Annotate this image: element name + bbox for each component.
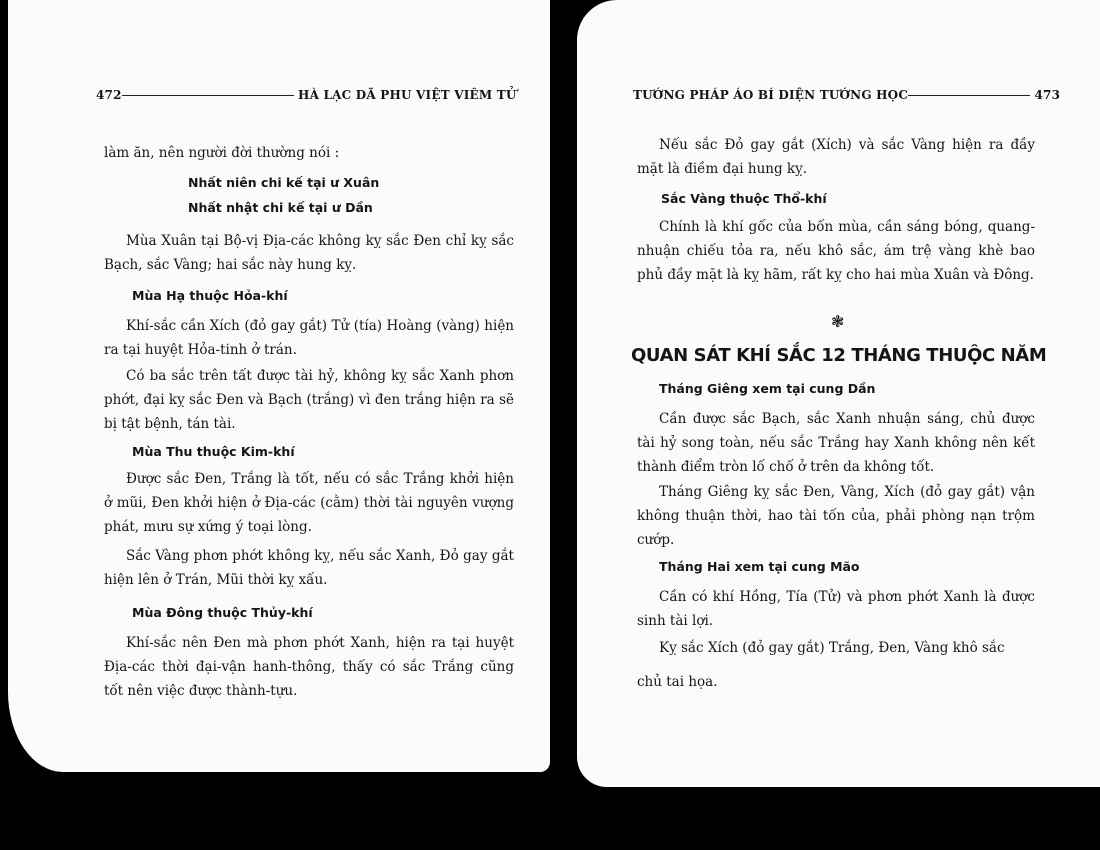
paragraph-summer-1: Khí-sắc cần Xích (đỏ gay gắt) Tử (tía) Hoàng (vàng) hiện ra tại huyệt Hỏa-tinh ở trán.: [104, 318, 514, 358]
paragraph-summer-2: Có ba sắc trên tất được tài hỷ, không kỵ sắc Xanh phơn phớt, đại kỵ sắc Đen và Bạch (trắng) vì đen trắng hiện ra sẽ bị tật bệnh, tán tài.: [104, 368, 514, 432]
left-page: [8, 0, 550, 772]
proverb-line-2: Nhất nhật chi kế tại ư Dần: [188, 200, 373, 215]
paragraph-january-2: Tháng Giêng kỵ sắc Đen, Vàng, Xích (đỏ gay gắt) vận không thuận thời, hao tài tốn của, phải phòng nạn trộm cướp.: [637, 484, 1035, 548]
heading-summer: Mùa Hạ thuộc Hỏa-khí: [132, 288, 288, 303]
section-title: QUAN SÁT KHÍ SẮC 12 THÁNG THUỘC NĂM: [631, 345, 1047, 366]
paragraph-winter: Khí-sắc nên Đen mà phơn phớt Xanh, hiện ra tại huyệt Địa-các thời đại-vận hanh-thông, thấy có sắc Trắng cũng tốt nên việc được thành-tựu.: [104, 635, 514, 699]
heading-february: Tháng Hai xem tại cung Mão: [659, 559, 860, 574]
heading-january: Tháng Giêng xem tại cung Dần: [659, 381, 876, 396]
header-rule: [122, 95, 294, 96]
header-rule: [908, 95, 1030, 96]
paragraph-spring: Mùa Xuân tại Bộ-vị Địa-các không kỵ sắc Đen chỉ kỵ sắc Bạch, sắc Vàng; hai sắc này hung kỵ.: [104, 233, 514, 273]
heading-winter: Mùa Đông thuộc Thủy-khí: [132, 605, 313, 620]
paragraph-february-3: chủ tai họa.: [637, 674, 718, 690]
left-running-title: HÀ LẠC DÃ PHU VIỆT VIÊM TỬ: [298, 88, 517, 102]
left-page-number: 472: [96, 88, 122, 102]
heading-yellow: Sắc Vàng thuộc Thổ-khí: [661, 191, 827, 206]
heading-autumn: Mùa Thu thuộc Kim-khí: [132, 444, 295, 459]
paragraph-february-1: Cần có khí Hồng, Tía (Tử) và phơn phớt Xanh là được sinh tài lợi.: [637, 589, 1035, 629]
flower-ornament-icon: ❃: [831, 312, 845, 331]
proverb-line-1: Nhất niên chi kế tại ư Xuân: [188, 175, 380, 190]
paragraph-autumn-1: Được sắc Đen, Trắng là tốt, nếu có sắc Trắng khởi hiện ở mũi, Đen khởi hiện ở Địa-các (cằm) thời tài nguyên vượng phát, mưu sự xứng ý toại lòng.: [104, 471, 514, 535]
paragraph-january-1: Cần được sắc Bạch, sắc Xanh nhuận sáng, chủ được tài hỷ song toàn, nếu sắc Trắng hay Xanh không nên kết thành điểm tròn lố chố ở trên da không tốt.: [637, 411, 1035, 475]
right-page: [577, 0, 1100, 787]
right-page-number: 473: [1034, 88, 1061, 102]
right-running-title: TƯỚNG PHÁP ÁO BÍ DIỆN TƯỚNG HỌC: [633, 88, 909, 102]
left-running-head: [96, 88, 517, 102]
paragraph-red: Nếu sắc Đỏ gay gắt (Xích) và sắc Vàng hiện ra đầy mặt là điềm đại hung kỵ.: [637, 137, 1035, 177]
right-running-head: [633, 88, 1060, 102]
paragraph-february-2: Kỵ sắc Xích (đỏ gay gắt) Trắng, Đen, Vàng khô sắc: [659, 640, 1005, 656]
intro-line: làm ăn, nên người đời thường nói :: [104, 145, 340, 161]
paragraph-autumn-2: Sắc Vàng phơn phớt không kỵ, nếu sắc Xanh, Đỏ gay gắt hiện lên ở Trán, Mũi thời kỵ xấu.: [104, 548, 514, 588]
paragraph-yellow: Chính là khí gốc của bốn mùa, cần sáng bóng, quang-nhuận chiếu tỏa ra, nếu khô sắc, ám trệ vàng khè bao phủ đầy mặt là kỵ hãm, rất kỵ cho hai mùa Xuân và Đông.: [637, 219, 1035, 283]
